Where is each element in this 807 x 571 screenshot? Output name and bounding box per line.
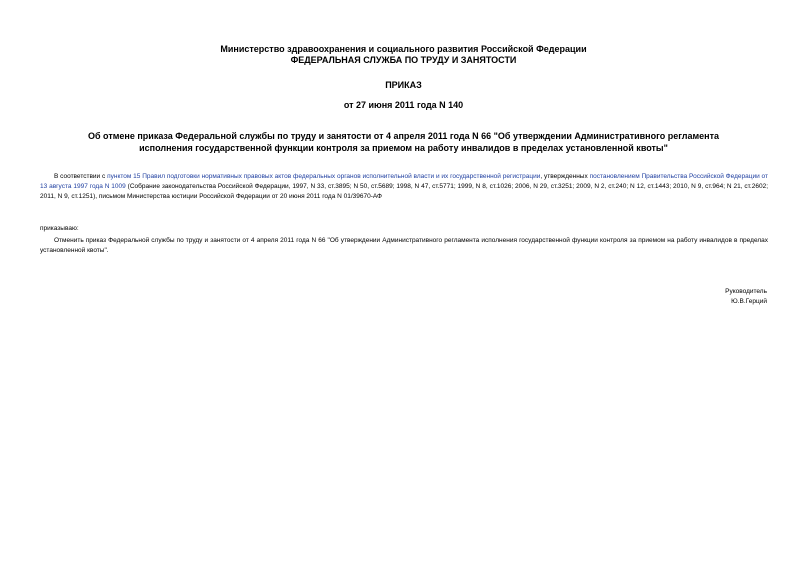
signature-block (725, 287, 767, 307)
order-heading: ПРИКАЗ (385, 80, 422, 90)
order-date: от 27 июня 2011 года N 140 (343, 100, 464, 110)
rules-link[interactable]: пунктом 15 Правил подготовки нормативных правовых актов федеральных органов исполнительной власти и их государственной регистрации (107, 173, 541, 180)
ministry-name: Министерство здравоохранения и социального развития Российской Федерации (220, 44, 587, 54)
service-name: ФЕДЕРАЛЬНАЯ СЛУЖБА ПО ТРУДУ И ЗАНЯТОСТИ (290, 55, 517, 65)
preamble-text-1: В соответствии с (54, 173, 108, 180)
preamble-text-2: , утвержденных (540, 173, 590, 180)
signature-position: Руководитель (725, 288, 767, 295)
government-decree-link[interactable]: постановлением Правительства Российской Федерации от 13 августа 1997 года N 1009 (40, 173, 768, 190)
signature-name: Ю.В.Герций (731, 298, 767, 305)
preamble-paragraph (40, 172, 768, 202)
document-title: Об отмене приказа Федеральной службы по труду и занятости от 4 апреля 2011 года N 66 "Об утверждении Административного регламента исполнения государственной функции контроля за приемом на работу инвалидов в пределах установленной квоты" (88, 131, 719, 153)
document-header (0, 44, 807, 66)
orders-word: приказываю: (40, 225, 79, 232)
order-body-paragraph: Отменить приказ Федеральной службы по труду и занятости от 4 апреля 2011 года N 66 "Об утверждении Административного регламента исполнения государственной функции контроля за приемом на работу инвалидов в пределах установленной квоты". (40, 237, 768, 254)
preamble-text-3: (Собрание законодательства Российской Федерации, 1997, N 33, ст.3895; N 50, ст.5689; 1998, N 47, ст.5771; 1999, N 8, ст.1026; 2006, N 29, ст.3251; 2009, N 2, ст.240; N 12, ст.1443; 2010, N 9, ст.964; N 21, ст.2602; 2011, N 9, ст.1251), письмом Министерства юстиции Российской Федерации от 20 июня 2011 года N 01/39670-АФ (40, 183, 768, 200)
